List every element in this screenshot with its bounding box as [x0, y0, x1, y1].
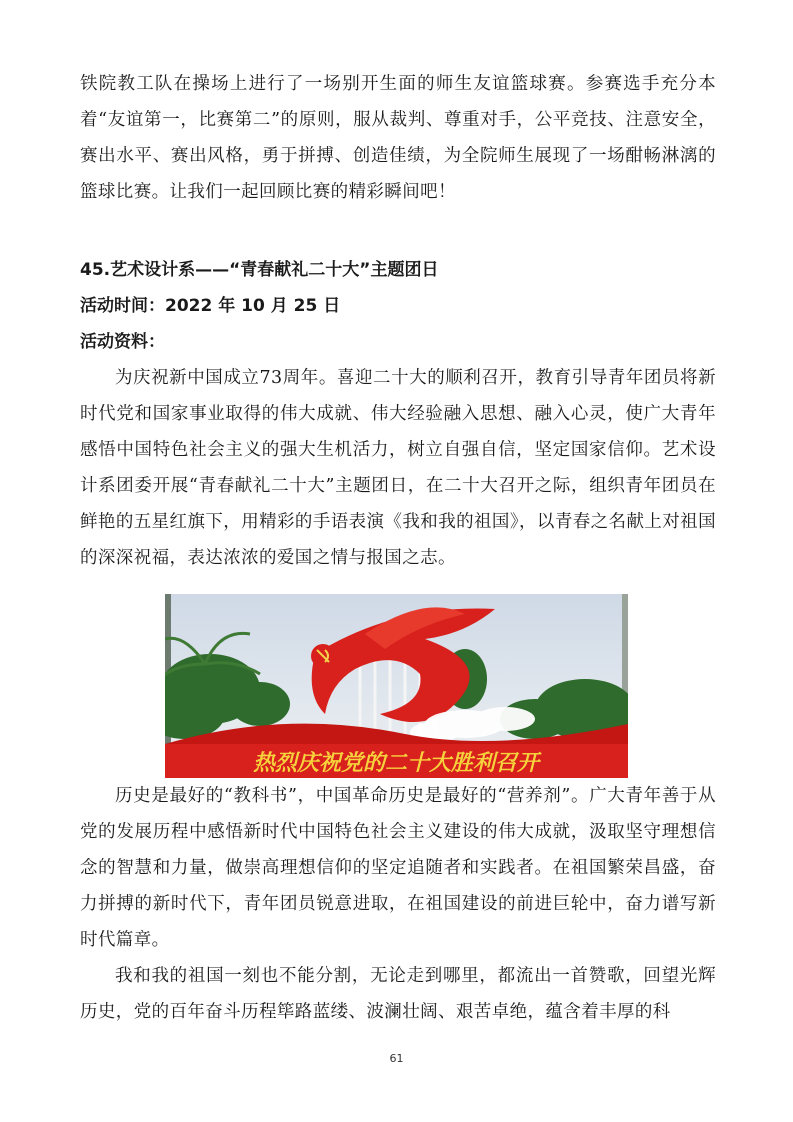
- page-number: 61: [389, 1052, 404, 1065]
- paragraph-intro: 为庆祝新中国成立73周年。喜迎二十大的顺利召开，教育引导青年团员将新时代党和国家事业取得的伟大成就、伟大经验融入思想、融入心灵，使广大青年感悟中国特色社会主义的强大生机活力，树立自强自信，坚定国家信仰。艺术设计系团委开展“青春献礼二十大”主题团日，在二十大召开之际，组织青年团员在鲜艳的五星红旗下，用精彩的手语表演《我和我的祖国》，以青春之名献上对祖国的深深祝福，表达浓浓的爱国之情与报国之志。: [80, 368, 716, 568]
- paragraph-motherland: 我和我的祖国一刻也不能分割，无论走到哪里，都流出一首赞歌，回望光辉历史，党的百年奋斗历程筚路蓝缕、波澜壮阔、艰苦卓绝，蕴含着丰厚的科: [80, 966, 716, 1022]
- event-photo: [165, 594, 628, 778]
- paragraph-basketball: 铁院教工队在操场上进行了一场别开生面的师生友谊篮球赛。参赛选手充分本着“友谊第一，比赛第二”的原则，服从裁判、尊重对手，公平竞技、注意安全，赛出水平、赛出风格，勇于拼搏、创造佳绩，为全院师生展现了一场酣畅淋漓的篮球比赛。让我们一起回顾比赛的精彩瞬间吧！: [80, 74, 716, 202]
- activity-materials-label: 活动资料：: [80, 332, 165, 352]
- paragraph-history: 历史是最好的“教科书”，中国革命历史是最好的“营养剂”。广大青年善于从党的发展历程中感悟新时代中国特色社会主义建设的伟大成就，汲取坚守理想信念的智慧和力量，做崇高理想信仰的坚定追随者和实践者。在祖国繁荣昌盛，奋力拼搏的新时代下，青年团员锐意进取，在祖国建设的前进巨轮中，奋力谱写新时代篇章。: [80, 786, 716, 950]
- activity-time: 活动时间：2022 年 10 月 25 日: [80, 296, 341, 316]
- banner-text: 热烈庆祝党的二十大胜利召开: [252, 751, 540, 776]
- section-title: 45.艺术设计系——“青春献礼二十大”主题团日: [80, 260, 439, 280]
